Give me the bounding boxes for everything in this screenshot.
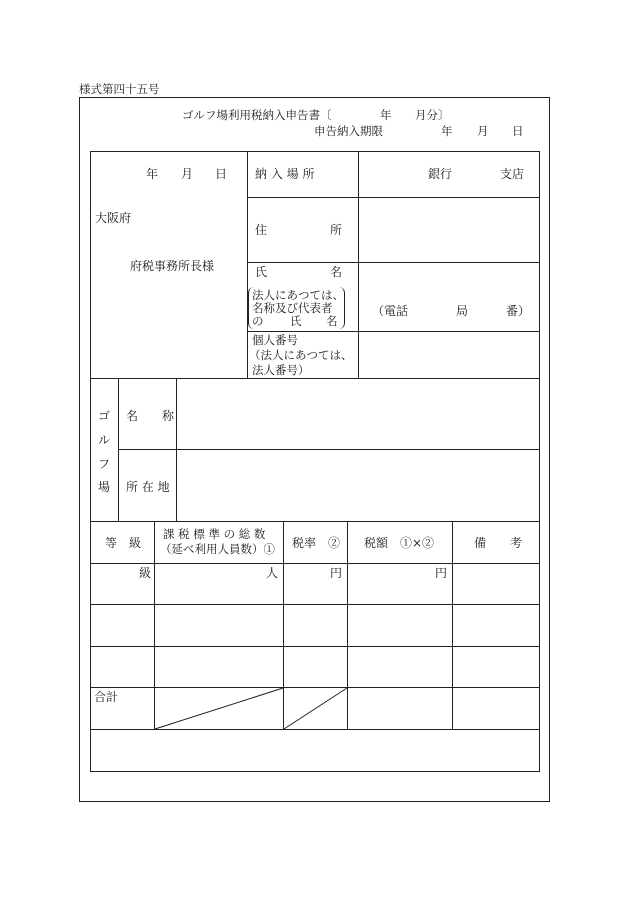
- title-month: 月分〕: [415, 108, 450, 122]
- rate-unit: 円: [330, 566, 343, 580]
- phone-label: （電話: [372, 304, 409, 318]
- title-year: 年: [380, 108, 392, 122]
- tax-base-total-diagonal: [155, 688, 283, 729]
- personal-number-line3: 法人番号）: [252, 363, 310, 377]
- people-unit: 人: [266, 566, 279, 580]
- payment-place-label: 納 入 場 所: [255, 167, 315, 181]
- corporate-note-line3-left: の: [252, 314, 264, 328]
- name-label-left: 氏: [255, 265, 268, 279]
- deadline-day: 日: [512, 124, 524, 138]
- tax-rate-header: 税率 ②: [292, 536, 341, 550]
- phone-exchange: 局: [456, 304, 469, 318]
- form-number: 様式第四十五号: [79, 82, 160, 96]
- personal-number-line2: （法人にあつては、: [249, 348, 353, 362]
- amount-unit: 円: [435, 566, 448, 580]
- golf-vertical-char: フ: [98, 457, 111, 471]
- tax-amount-header: 税額 ①×②: [364, 536, 435, 550]
- corporate-note-line2: 名称及び代表者: [252, 301, 333, 315]
- personal-number-line1: 個人番号: [252, 333, 298, 347]
- grade-header: 等 級: [105, 536, 142, 550]
- deadline-month: 月: [477, 124, 489, 138]
- remarks-header: 備 考: [474, 536, 523, 550]
- date-month: 月: [181, 167, 194, 181]
- name-label-right: 名: [330, 265, 343, 279]
- golf-vertical-char: ゴ: [98, 409, 111, 423]
- form-title: ゴルフ場利用税納入申告書〔: [182, 108, 332, 122]
- tax-base-header-line2: （延べ利用人員数）①: [160, 542, 275, 556]
- tax-base-header-line1: 課 税 標 準 の 総 数: [163, 527, 266, 541]
- phone-number: 番）: [506, 304, 531, 318]
- addressee-office: 府税事務所長様: [130, 259, 215, 273]
- addressee-prefecture: 大阪府: [95, 211, 132, 225]
- corporate-note-line1: 法人にあつては、: [252, 288, 344, 302]
- corporate-note-line3-right: 名: [326, 314, 338, 328]
- date-year: 年: [146, 167, 159, 181]
- golf-vertical-char: 場: [98, 480, 111, 494]
- grade-unit: 級: [139, 566, 152, 580]
- golf-location-label: 所 在 地: [126, 480, 170, 494]
- address-label-left: 住: [255, 223, 268, 237]
- address-label-right: 所: [330, 223, 343, 237]
- date-day: 日: [215, 167, 228, 181]
- total-label: 合計: [94, 690, 119, 704]
- golf-vertical-char: ル: [98, 433, 111, 447]
- deadline-year: 年: [441, 124, 453, 138]
- bank-label: 銀行: [428, 167, 453, 181]
- tax-rate-total-diagonal: [284, 688, 347, 729]
- branch-label: 支店: [500, 167, 525, 181]
- deadline-label: 申告納入期限: [314, 124, 383, 138]
- golf-name-label: 名 称: [126, 409, 175, 423]
- corporate-note-line3-mid: 氏: [290, 314, 302, 328]
